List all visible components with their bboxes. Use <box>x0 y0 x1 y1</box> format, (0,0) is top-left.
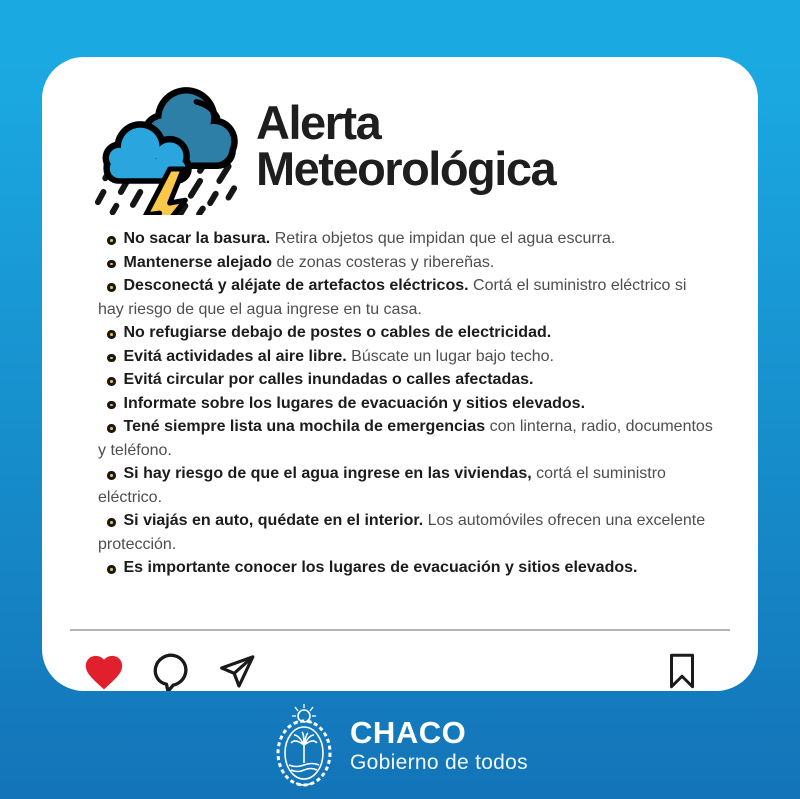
tip-bold-text: Informate sobre los lugares de evacuación y sitios elevados. <box>123 394 586 412</box>
tip-item <box>98 415 714 462</box>
heart-icon <box>82 651 126 691</box>
tip-item <box>98 462 714 509</box>
tip-item <box>98 274 714 321</box>
tip-rest-text: con linterna, radio, documentos y teléfono. <box>98 418 713 459</box>
tip-item <box>98 509 714 556</box>
bullet-icon <box>107 401 116 410</box>
comment-icon <box>150 651 192 691</box>
tip-rest-text: de zonas costeras y ribereñas. <box>272 253 495 271</box>
action-bar <box>82 631 714 691</box>
bullet-icon <box>107 260 116 269</box>
brand-name: CHACO <box>350 715 467 750</box>
tip-bold-text: Mantenerse alejado <box>123 253 272 271</box>
tip-rest-text: Búscate un lugar bajo techo. <box>346 347 554 365</box>
tip-item <box>98 345 714 369</box>
page-title <box>256 95 556 195</box>
tips-list <box>98 227 714 580</box>
tip-bold-text: Si viajás en auto, quédate en el interior. <box>123 512 424 529</box>
card-header <box>90 77 714 215</box>
storm-cloud-lightning-icon <box>90 77 242 215</box>
tip-bold-text: Desconectá y aléjate de artefactos eléctricos. <box>123 277 469 294</box>
bullet-icon <box>107 354 116 363</box>
save-button[interactable] <box>664 651 700 691</box>
tip-item <box>98 321 714 345</box>
bullet-icon <box>107 471 116 480</box>
alert-card <box>42 57 758 691</box>
bullet-icon <box>107 565 116 574</box>
tip-bold-text: Si hay riesgo de que el agua ingrese en las viviendas, <box>123 465 532 482</box>
share-icon <box>216 651 258 691</box>
like-button[interactable] <box>82 651 126 691</box>
bullet-icon <box>107 424 116 433</box>
tip-rest-text: Cortá el suministro eléctrico si hay riesgo de que el agua ingrese en tu casa. <box>98 277 687 318</box>
spacer <box>98 580 714 630</box>
tip-item <box>98 227 714 251</box>
share-button[interactable] <box>216 651 258 691</box>
title-line1: Alerta <box>256 95 381 149</box>
brand-tagline: Gobierno de todos <box>350 751 528 774</box>
tip-rest-text: Los automóviles ofrecen una excelente protección. <box>98 512 706 553</box>
tip-bold-text: Evitá circular por calles inundadas o calles afectadas. <box>123 371 534 388</box>
tip-item <box>98 368 714 392</box>
tip-bold-text: Evitá actividades al aire libre. <box>123 347 347 365</box>
tip-item <box>98 392 714 416</box>
bullet-icon <box>107 377 116 386</box>
bookmark-icon <box>664 651 700 691</box>
bullet-icon <box>107 283 116 292</box>
tip-bold-text: Es importante conocer los lugares de evacuación y sitios elevados. <box>123 559 638 576</box>
tip-bold-text: No refugiarse debajo de postes o cables de electricidad. <box>123 324 552 341</box>
tip-rest-text: Retira objetos que impidan que el agua escurra. <box>270 230 616 247</box>
chaco-coat-of-arms-icon <box>272 703 336 789</box>
tip-item <box>98 556 714 580</box>
bullet-icon <box>107 518 116 527</box>
tip-item <box>98 251 714 275</box>
tip-rest-text: cortá el suministro eléctrico. <box>98 465 666 506</box>
tip-bold-text: Tené siempre lista una mochila de emergencias <box>123 418 486 435</box>
bullet-icon <box>107 330 116 339</box>
comment-button[interactable] <box>150 651 192 691</box>
tip-bold-text: No sacar la basura. <box>123 230 271 247</box>
bullet-icon <box>107 236 116 245</box>
title-line2: Meteorológica <box>256 142 556 195</box>
footer-brand <box>0 703 800 789</box>
